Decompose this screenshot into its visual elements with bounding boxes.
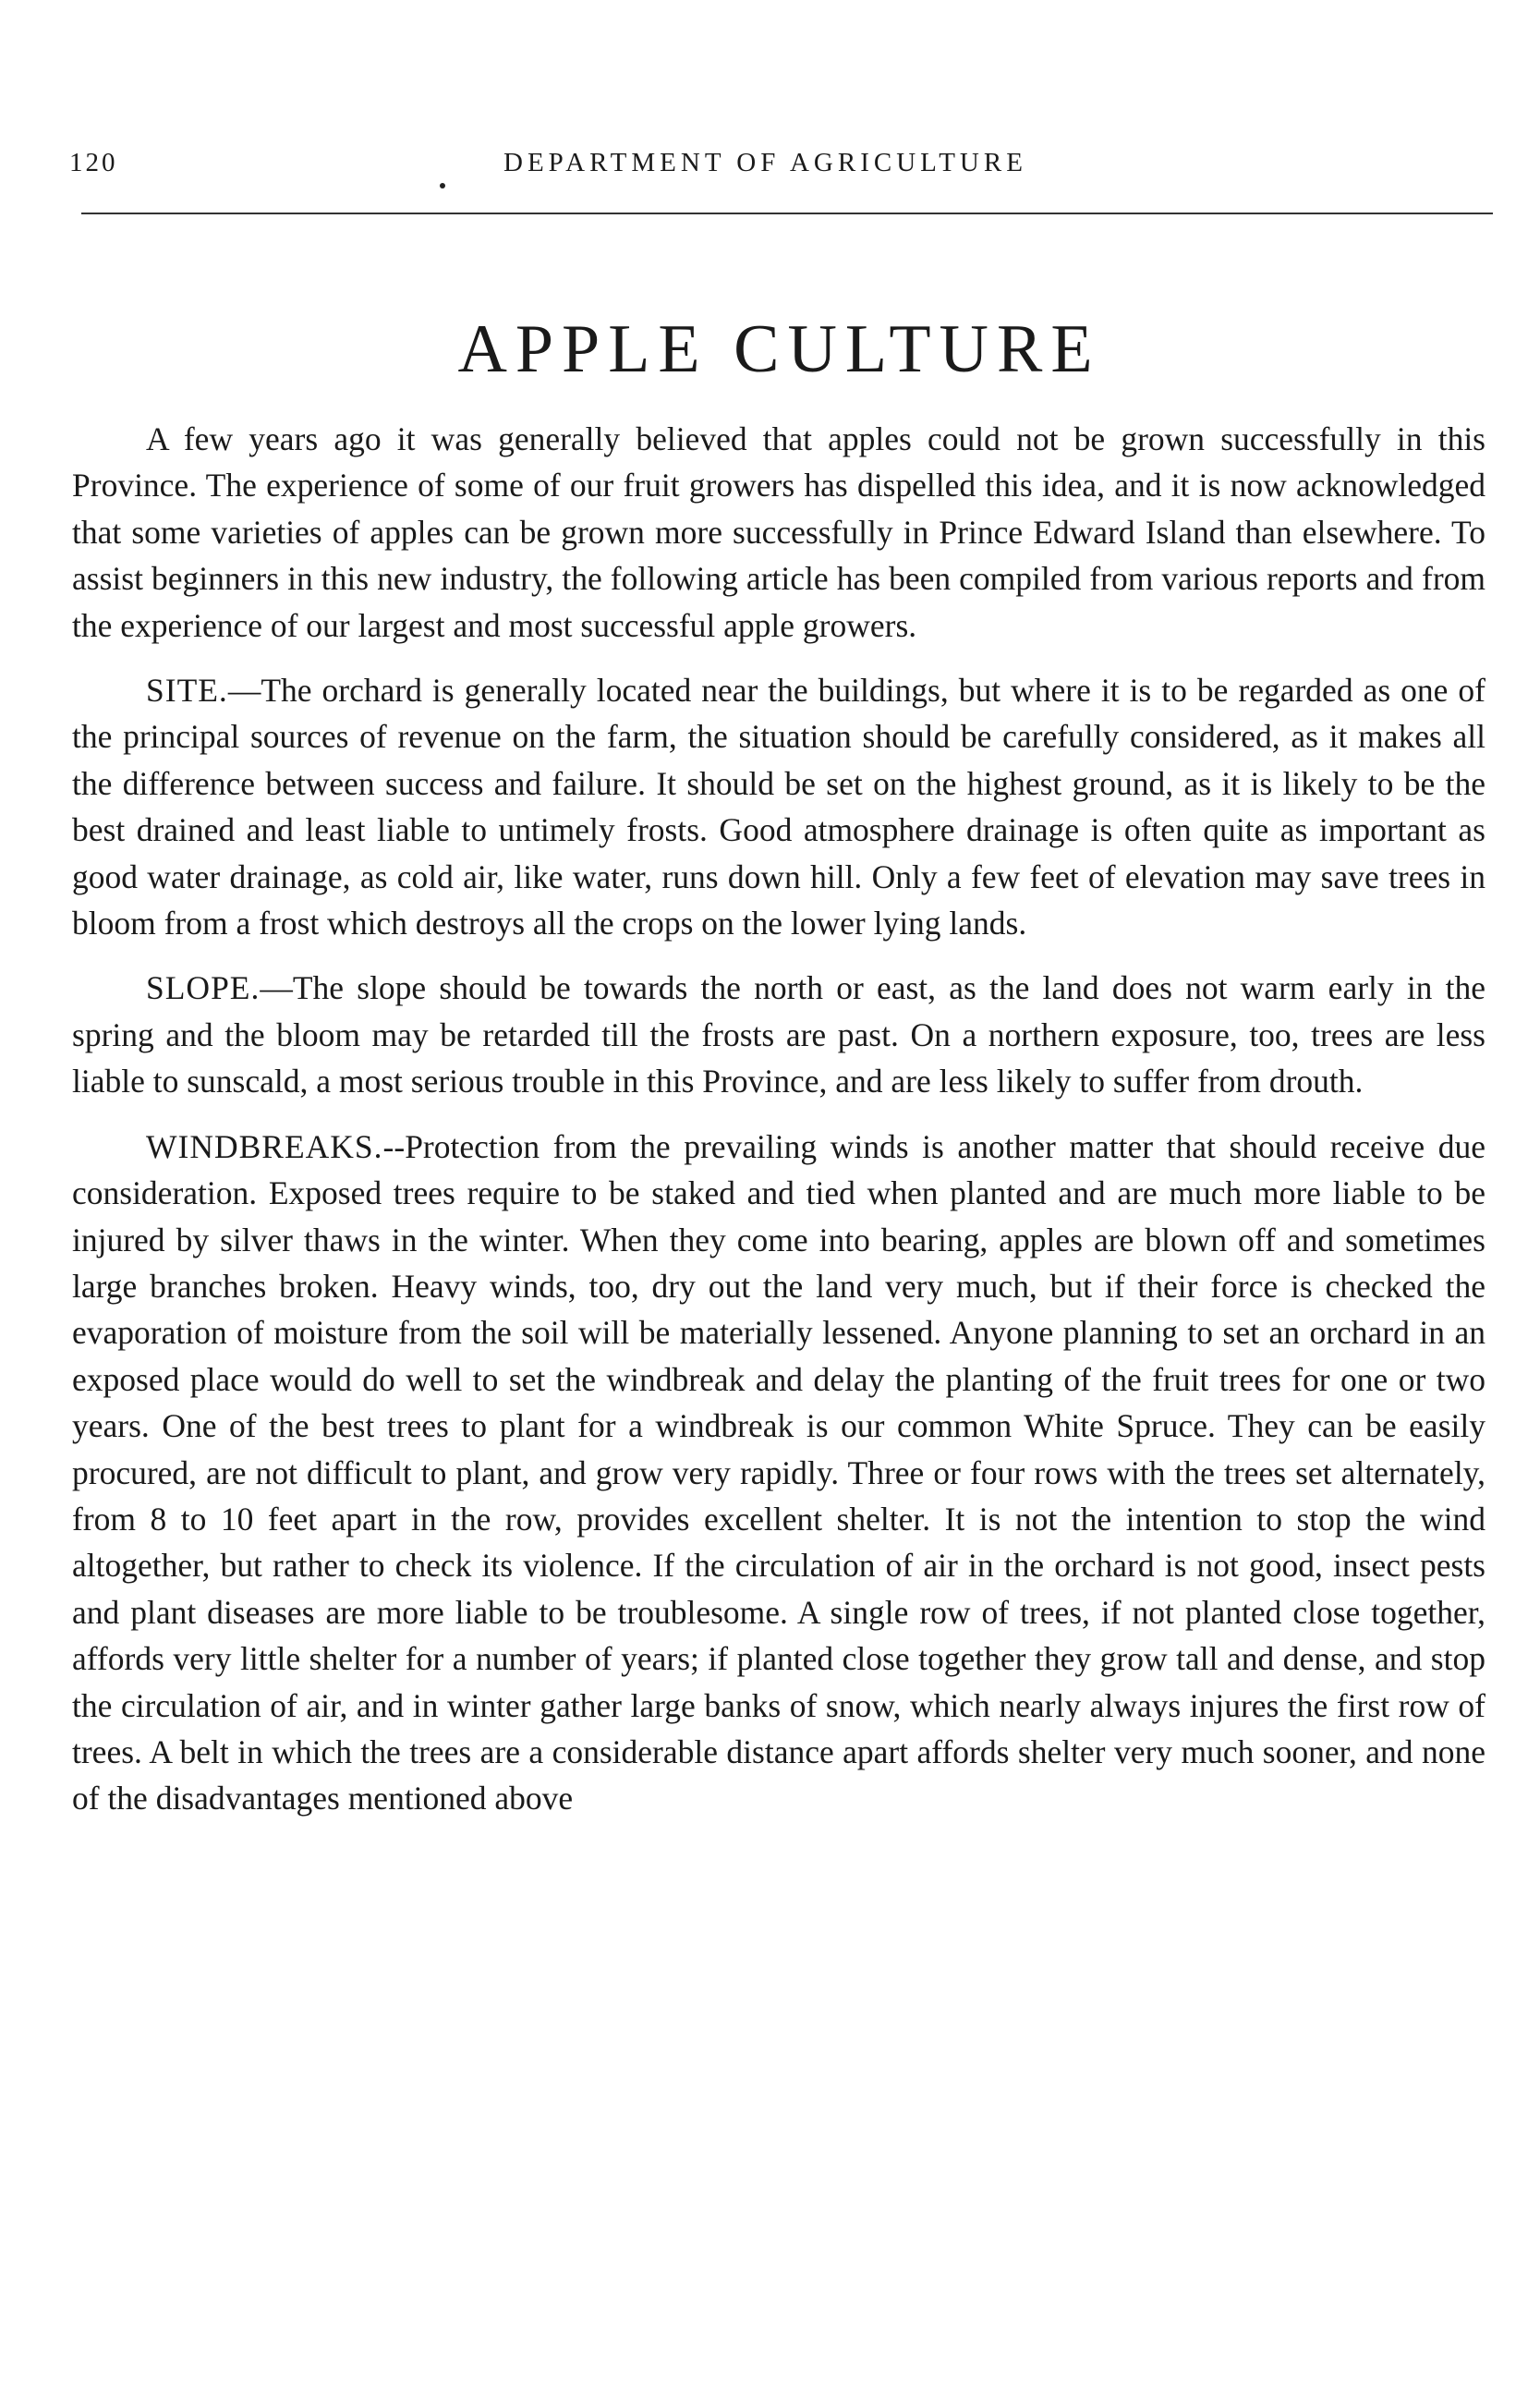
section-text-slope: —The slope should be towards the north or east, as the land does not warm early in the spring and the bloom may be retarded till the frosts are past. On a northern exposure, too, trees are less liable to sunscald, a most serious trouble in this Province, and are less likely to suffer from drouth. [72,969,1485,1100]
section-text-windbreaks: --Protection from the prevailing winds is another matter that should receive due consideration. Exposed trees require to be staked and tied when planted and are much more liable to be injured by silver thaws in the winter. When they come into bearing, apples are blown off and sometimes large branches broken. Heavy winds, too, dry out the land very much, but if their force is checked the evaporation of moisture from the soil will be materially lessened. Anyone planning to set an orchard in an exposed place would do well to set the windbreak and delay the planting of the fruit trees for one or two years. One of the best trees to plant for a windbreak is our common White Spruce. They can be easily procured, are not difficult to plant, and grow very rapidly. Three or four rows with the trees set alternately, from 8 to 10 feet apart in the row, provides excellent shelter. It is not the intention to stop the wind altogether, but rather to check its violence. If the circulation of air in the orchard is not good, insect pests and plant diseases are more liable to be troublesome. A single row of trees, if not planted close together, affords very little shelter for a number of years; if planted close together they grow tall and dense, and stop the circulation of air, and in winter gather large banks of snow, which nearly always injures the first row of trees. A belt in which the trees are a considerable distance apart affords shelter very much sooner, and none of the disadvantages mentioned above [72,1127,1485,1817]
header-title: DEPARTMENT OF AGRICULTURE [503,148,1027,177]
section-text-site: —The orchard is generally located near the buildings, but where it is to be regarded as one of the principal sources of revenue on the farm, the situation should be carefully considered, as it makes all the difference between success and failure. It should be set on the highest ground, as it is likely to be the best drained and least liable to untimely frosts. Good atmosphere drainage is often quite as important as good water drainage, as cold air, like water, runs down hill. Only a few feet of elevation may save trees in bloom from a frost which destroys all the crops on the lower lying lands. [72,672,1485,942]
section-paragraph-slope [72,965,1485,1104]
section-heading-site: SITE. [146,672,228,710]
section-paragraph-site [72,667,1485,946]
section-paragraph-windbreaks [72,1124,1485,1822]
article-title: APPLE CULTURE [457,311,1101,387]
print-speck [440,183,445,188]
page-number: 120 [69,148,118,177]
header-rule [81,213,1493,214]
section-heading-slope: SLOPE. [146,969,261,1007]
article-body [72,416,1485,1822]
intro-paragraph: A few years ago it was generally believed that apples could not be grown successfully in this Province. The experience of some of our fruit growers has dispelled this idea, and it is now acknowledged that some varieties of apples can be grown more successfully in Prince Edward Island than elsewhere. To assist beginners in this new industry, the following article has been compiled from various reports and from the experience of our largest and most successful apple growers. [72,420,1485,644]
running-header [69,148,1492,194]
section-heading-windbreaks: WINDBREAKS. [146,1127,383,1165]
